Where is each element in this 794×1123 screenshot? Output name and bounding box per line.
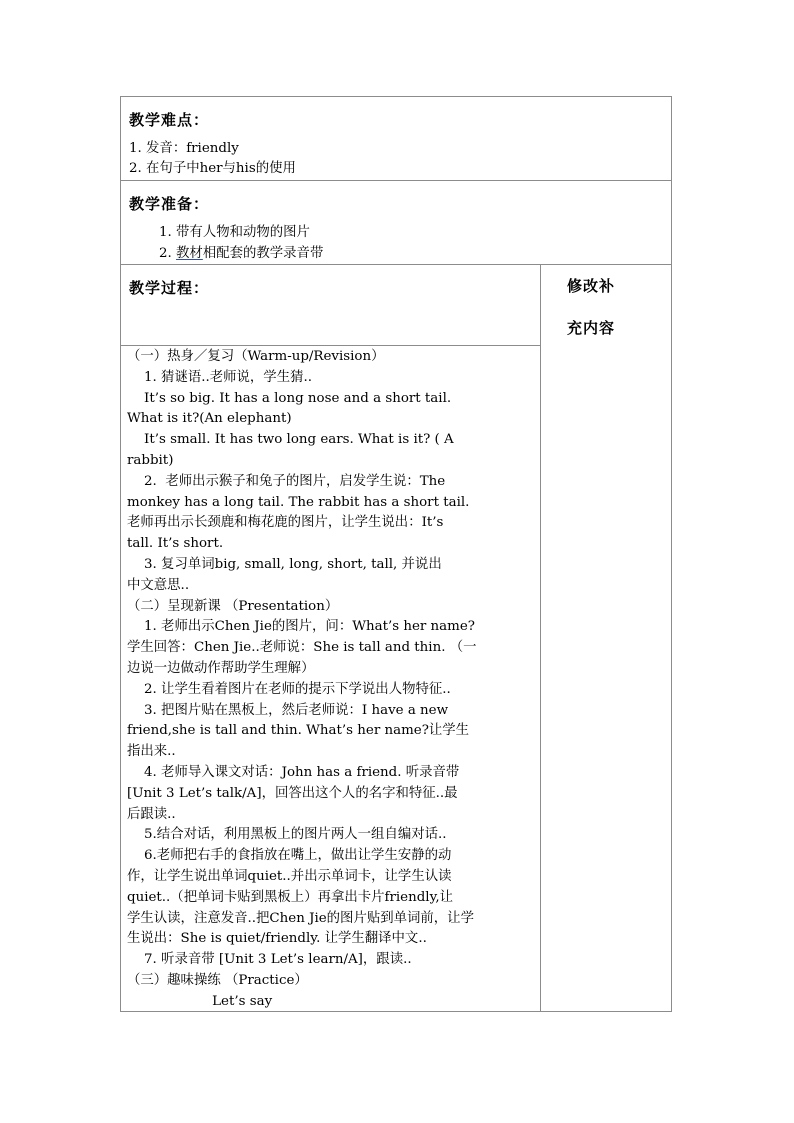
process-line: 3. 把图片贴在黑板上，然后老师说：I have a new — [127, 702, 449, 718]
process-line: 学生认读，注意发音..把Chen Jie的图片贴到单词前，让学 — [127, 910, 474, 926]
process-line: It’s small. It has two long ears. What is it? ( A — [127, 432, 454, 448]
process-line: 作，让学生说出单词quiet..并出示单词卡，让学生认读 — [127, 868, 452, 884]
process-line: （三）趣味操练 （Practice） — [127, 972, 308, 988]
process-line: [Unit 3 Let’s talk/A]，回答出这个人的名字和特征..最 — [127, 785, 458, 801]
process-line: 后跟读.. — [127, 806, 176, 822]
difficulty-heading: 教学难点： — [129, 111, 210, 129]
revision-heading-line2: 充内容 — [567, 319, 616, 337]
process-line: tall. It’s short. — [127, 536, 224, 552]
process-body — [127, 347, 537, 1013]
process-line: 2. 让学生看着图片在老师的提示下学说出人物特征.. — [127, 681, 451, 697]
lesson-plan-table — [120, 96, 672, 1012]
process-line: 生说出：She is quiet/friendly. 让学生翻译中文.. — [127, 931, 427, 947]
difficulty-item-1: 1. 发音：friendly — [129, 141, 239, 156]
column-divider — [540, 264, 541, 1011]
preparation-heading: 教学准备： — [129, 195, 210, 213]
row-divider — [121, 264, 671, 265]
process-line: monkey has a long tail. The rabbit has a short tail. — [127, 494, 470, 510]
process-line: 边说一边做动作帮助学生理解） — [127, 660, 315, 676]
process-heading: 教学过程： — [129, 279, 210, 297]
process-line: What is it?(An elephant) — [127, 411, 292, 427]
row-divider — [121, 345, 540, 346]
preparation-item-1: 1. 带有人物和动物的图片 — [159, 225, 310, 240]
process-line: It’s so big. It has a long nose and a short tail. — [127, 390, 452, 406]
process-line: 4. 老师导入课文对话：John has a friend. 听录音带 — [127, 764, 460, 780]
process-line: friend,she is tall and thin. What’s her name?让学生 — [127, 723, 470, 739]
process-line: （二）呈现新课 （Presentation） — [127, 598, 339, 614]
process-line: 指出来.. — [127, 744, 176, 760]
process-line: 3. 复习单词big, small, long, short, tall, 并说出 — [127, 556, 442, 572]
difficulty-item-2: 2. 在句子中her与his的使用 — [129, 161, 296, 176]
process-line: 学生回答：Chen Jie..老师说：She is tall and thin. （一 — [127, 640, 477, 656]
process-line: 7. 听录音带 [Unit 3 Let’s learn/A]，跟读.. — [127, 952, 412, 968]
row-divider — [121, 180, 671, 181]
process-line: 1. 老师出示Chen Jie的图片，问：What’s her name? — [127, 619, 475, 635]
preparation-item-2: 2. 教材相配套的教学录音带 — [159, 246, 324, 261]
process-line: 6.老师把右手的食指放在嘴上，做出让学生安静的动 — [127, 848, 452, 864]
process-line: 老师再出示长颈鹿和梅花鹿的图片，让学生说出：It’s — [127, 515, 444, 531]
process-line: quiet..（把单词卡贴到黑板上）再拿出卡片friendly,让 — [127, 889, 454, 905]
process-line: rabbit) — [127, 452, 174, 468]
revision-heading-line1: 修改补 — [567, 277, 616, 295]
process-line: 5.结合对话，利用黑板上的图片两人一组自编对话.. — [127, 827, 447, 843]
process-line: 1. 猜谜语..老师说，学生猜.. — [127, 369, 312, 385]
process-line: 2. 老师出示猴子和兔子的图片，启发学生说：The — [127, 473, 446, 489]
process-line: （一）热身／复习（Warm-up/Revision） — [127, 349, 385, 364]
process-line: 中文意思.. — [127, 577, 190, 593]
process-line: Let’s say — [127, 993, 273, 1009]
